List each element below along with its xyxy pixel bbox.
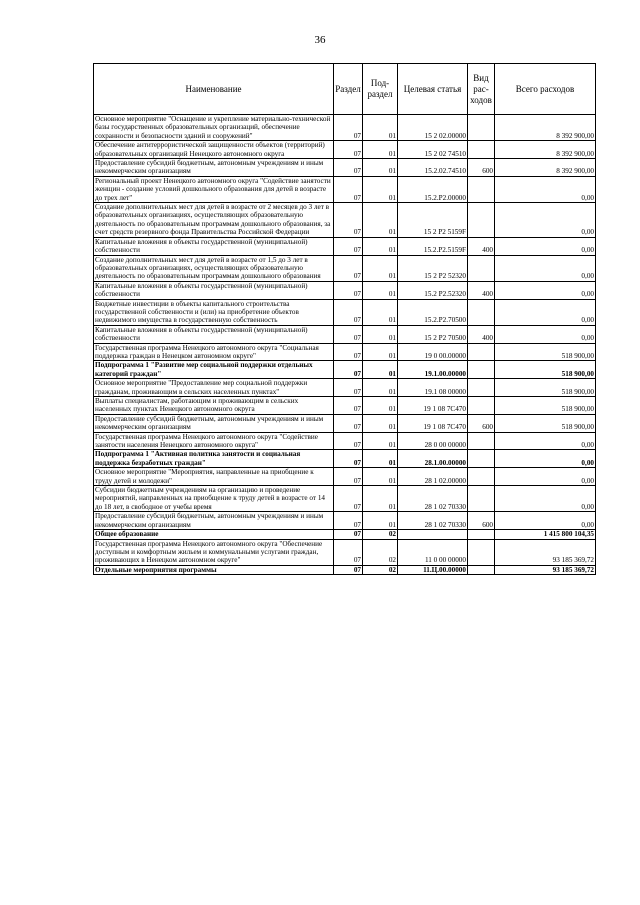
row-target: 19 1 08 7C470 <box>398 397 468 415</box>
row-amount: 8 392 900,00 <box>495 141 596 159</box>
row-subsection: 01 <box>363 512 398 530</box>
row-subsection: 01 <box>363 281 398 299</box>
row-target: 28 0 00 00000 <box>398 432 468 450</box>
row-section: 07 <box>334 565 363 574</box>
header-subsection: Под-раздел <box>363 64 398 115</box>
row-subsection: 01 <box>363 299 398 325</box>
row-expense-type <box>468 255 495 281</box>
table-row <box>94 255 596 281</box>
row-subsection: 01 <box>363 343 398 361</box>
row-expense-type <box>468 486 495 512</box>
header-name: Наименование <box>94 64 334 115</box>
row-expense-type: 400 <box>468 325 495 343</box>
row-amount: 8 392 900,00 <box>495 115 596 141</box>
row-expense-type <box>468 397 495 415</box>
row-section: 07 <box>334 361 363 379</box>
row-section: 07 <box>334 255 363 281</box>
row-expense-type: 600 <box>468 512 495 530</box>
row-subsection: 01 <box>363 141 398 159</box>
row-name: Подпрограмма 1 "Развитие мер социальной поддержки отдельных категорий граждан" <box>94 361 334 379</box>
row-name: Государственная программа Ненецкого автономного округа "Социальная поддержка граждан в Ненецком автономном округе" <box>94 343 334 361</box>
row-expense-type <box>468 379 495 397</box>
row-name: Предоставление субсидий бюджетным, автономным учреждениям и иным некоммерческим организациям <box>94 159 334 177</box>
row-target: 15.2 P2.52320 <box>398 281 468 299</box>
row-name: Капитальные вложения в объекты государственной (муниципальной) собственности <box>94 237 334 255</box>
row-subsection: 01 <box>363 361 398 379</box>
table-row <box>94 414 596 432</box>
row-expense-type <box>468 203 495 238</box>
row-target: 15.2.P2.00000 <box>398 176 468 202</box>
row-expense-type: 400 <box>468 237 495 255</box>
row-name: Обеспечение антитеррористической защищенности объектов (территорий) образовательных организаций Ненецкого автономного округа <box>94 141 334 159</box>
row-subsection: 01 <box>363 203 398 238</box>
table-row <box>94 450 596 468</box>
row-target: 28.1.00.00000 <box>398 450 468 468</box>
row-amount: 518 900,00 <box>495 414 596 432</box>
row-amount: 0,00 <box>495 203 596 238</box>
row-amount: 0,00 <box>495 486 596 512</box>
row-target: 19.1 08 00000 <box>398 379 468 397</box>
row-amount: 518 900,00 <box>495 397 596 415</box>
row-target <box>398 530 468 539</box>
row-section: 07 <box>334 325 363 343</box>
row-name: Создание дополнительных мест для детей в возрасте от 2 месяцев до 3 лет в образовательных организациях, осуществляющих образовательную деятельность по образовательным программам дошкольного образования, за счет средств резервного фонда Правительства Российской Федерации <box>94 203 334 238</box>
row-section: 07 <box>334 343 363 361</box>
row-subsection: 01 <box>363 115 398 141</box>
table-header-row <box>94 64 596 115</box>
table-row <box>94 159 596 177</box>
row-amount: 1 415 800 104,35 <box>495 530 596 539</box>
row-name: Субсидии бюджетным учреждениям на организацию и проведение мероприятий, направленных на приобщение к труду детей в возрасте от 14 до 18 лет, в свободное от учебы время <box>94 486 334 512</box>
row-name: Предоставление субсидий бюджетным, автономным учреждениям и иным некоммерческим организациям <box>94 414 334 432</box>
row-subsection: 02 <box>363 539 398 565</box>
row-subsection: 02 <box>363 565 398 574</box>
table-row <box>94 512 596 530</box>
row-section: 07 <box>334 512 363 530</box>
row-target: 11.Ц.00.00000 <box>398 565 468 574</box>
row-name: Отдельные мероприятия программы <box>94 565 334 574</box>
row-target: 28 1 02.00000 <box>398 468 468 486</box>
row-target: 15.2.02.74510 <box>398 159 468 177</box>
row-name: Основное мероприятие "Оснащение и укрепление материально-технической базы государственных образовательных организаций, обеспечение сохранности и безопасности зданий и сооружений" <box>94 115 334 141</box>
row-subsection: 01 <box>363 397 398 415</box>
row-expense-type <box>468 361 495 379</box>
row-name: Капитальные вложения в объекты государственной (муниципальной) собственности <box>94 325 334 343</box>
row-name: Основное мероприятие "Предоставление мер социальной поддержки гражданам, проживающим в сельских населенных пунктах" <box>94 379 334 397</box>
row-expense-type: 600 <box>468 159 495 177</box>
row-subsection: 01 <box>363 468 398 486</box>
row-name: Государственная программа Ненецкого автономного округа "Обеспечение доступным и комфортным жильем и коммунальными услугами граждан, проживающих в Ненецком автономном округе" <box>94 539 334 565</box>
row-name: Создание дополнительных мест для детей в возрасте от 1,5 до 3 лет в образовательных организациях, осуществляющих образовательную деятельность по образовательным программам дошкольного образования <box>94 255 334 281</box>
row-expense-type <box>468 432 495 450</box>
row-section: 07 <box>334 468 363 486</box>
row-target: 15 2 P2 5159F <box>398 203 468 238</box>
row-amount: 0,00 <box>495 325 596 343</box>
row-amount: 0,00 <box>495 176 596 202</box>
row-target: 15.2.P2.70500 <box>398 299 468 325</box>
table-row <box>94 486 596 512</box>
row-target: 15 2 02.00000 <box>398 115 468 141</box>
row-target: 11 0 00 00000 <box>398 539 468 565</box>
row-expense-type <box>468 141 495 159</box>
row-section: 07 <box>334 432 363 450</box>
row-target: 28 1 02 70330 <box>398 512 468 530</box>
row-subsection: 01 <box>363 414 398 432</box>
row-expense-type <box>468 468 495 486</box>
row-subsection: 01 <box>363 486 398 512</box>
row-amount: 0,00 <box>495 299 596 325</box>
row-expense-type <box>468 565 495 574</box>
row-section: 07 <box>334 450 363 468</box>
row-section: 07 <box>334 530 363 539</box>
row-subsection: 01 <box>363 432 398 450</box>
row-subsection: 02 <box>363 530 398 539</box>
row-target: 15 2 P2 52320 <box>398 255 468 281</box>
row-amount: 0,00 <box>495 450 596 468</box>
row-target: 15.2.P2.5159F <box>398 237 468 255</box>
row-section: 07 <box>334 397 363 415</box>
row-amount: 0,00 <box>495 432 596 450</box>
row-subsection: 01 <box>363 379 398 397</box>
row-expense-type: 400 <box>468 281 495 299</box>
row-section: 07 <box>334 539 363 565</box>
row-expense-type: 600 <box>468 414 495 432</box>
row-amount: 0,00 <box>495 281 596 299</box>
row-target: 19 1 08 7C470 <box>398 414 468 432</box>
row-target: 19 0 00.00000 <box>398 343 468 361</box>
row-amount: 518 900,00 <box>495 379 596 397</box>
row-section: 07 <box>334 486 363 512</box>
table-row <box>94 203 596 238</box>
table-row <box>94 468 596 486</box>
row-subsection: 01 <box>363 176 398 202</box>
row-section: 07 <box>334 281 363 299</box>
row-section: 07 <box>334 115 363 141</box>
row-expense-type <box>468 450 495 468</box>
row-subsection: 01 <box>363 325 398 343</box>
table-row <box>94 361 596 379</box>
row-target: 15 2 P2 70500 <box>398 325 468 343</box>
row-amount: 8 392 900,00 <box>495 159 596 177</box>
budget-table <box>93 63 596 575</box>
table-row <box>94 432 596 450</box>
row-name: Общее образование <box>94 530 334 539</box>
row-amount: 0,00 <box>495 237 596 255</box>
row-expense-type <box>468 115 495 141</box>
row-amount: 0,00 <box>495 255 596 281</box>
header-total: Всего расходов <box>495 64 596 115</box>
header-target: Целевая статья <box>398 64 468 115</box>
row-amount: 518 900,00 <box>495 343 596 361</box>
row-amount: 93 185 369,72 <box>495 539 596 565</box>
row-section: 07 <box>334 141 363 159</box>
table-row <box>94 325 596 343</box>
table-row <box>94 176 596 202</box>
row-section: 07 <box>334 176 363 202</box>
row-name: Государственная программа Ненецкого автономного округа "Содействие занятости населения Ненецкого автономного округа" <box>94 432 334 450</box>
row-subsection: 01 <box>363 450 398 468</box>
row-amount: 0,00 <box>495 512 596 530</box>
row-amount: 93 185 369,72 <box>495 565 596 574</box>
table-row <box>94 343 596 361</box>
table-row <box>94 397 596 415</box>
row-subsection: 01 <box>363 237 398 255</box>
row-amount: 0,00 <box>495 468 596 486</box>
row-expense-type <box>468 343 495 361</box>
row-section: 07 <box>334 203 363 238</box>
row-expense-type <box>468 539 495 565</box>
row-subsection: 01 <box>363 159 398 177</box>
table-row <box>94 115 596 141</box>
header-expense-type: Вид рас-ходов <box>468 64 495 115</box>
page-number: 36 <box>314 34 326 46</box>
row-expense-type <box>468 299 495 325</box>
row-name: Подпрограмма 1 "Активная политика занятости и социальная поддержка безработных граждан" <box>94 450 334 468</box>
table-row <box>94 539 596 565</box>
row-expense-type <box>468 176 495 202</box>
table-row <box>94 237 596 255</box>
row-target: 15 2 02 74510 <box>398 141 468 159</box>
row-name: Выплаты специалистам, работающим и проживающим в сельских населенных пунктах Ненецкого автономного округа <box>94 397 334 415</box>
table-row <box>94 299 596 325</box>
row-expense-type <box>468 530 495 539</box>
row-section: 07 <box>334 159 363 177</box>
row-target: 19.1.00.00000 <box>398 361 468 379</box>
row-subsection: 01 <box>363 255 398 281</box>
row-section: 07 <box>334 379 363 397</box>
table-row <box>94 530 596 539</box>
row-section: 07 <box>334 237 363 255</box>
row-amount: 518 900,00 <box>495 361 596 379</box>
header-section: Раздел <box>334 64 363 115</box>
row-name: Предоставление субсидий бюджетным, автономным учреждениям и иным некоммерческим организациям <box>94 512 334 530</box>
row-name: Основное мероприятие "Мероприятия, направленные на приобщение к труду детей и молодежи" <box>94 468 334 486</box>
table-row <box>94 565 596 574</box>
row-target: 28 1 02 70330 <box>398 486 468 512</box>
table-row <box>94 141 596 159</box>
table-row <box>94 281 596 299</box>
row-name: Бюджетные инвестиции в объекты капитального строительства государственной собственности и (или) на приобретение объектов недвижимого имущества в государственную собственность <box>94 299 334 325</box>
row-section: 07 <box>334 414 363 432</box>
row-name: Капитальные вложения в объекты государственной (муниципальной) собственности <box>94 281 334 299</box>
row-section: 07 <box>334 299 363 325</box>
row-name: Региональный проект Ненецкого автономного округа "Содействие занятости женщин - создание условий дошкольного образования для детей в возрасте до трех лет" <box>94 176 334 202</box>
table-row <box>94 379 596 397</box>
